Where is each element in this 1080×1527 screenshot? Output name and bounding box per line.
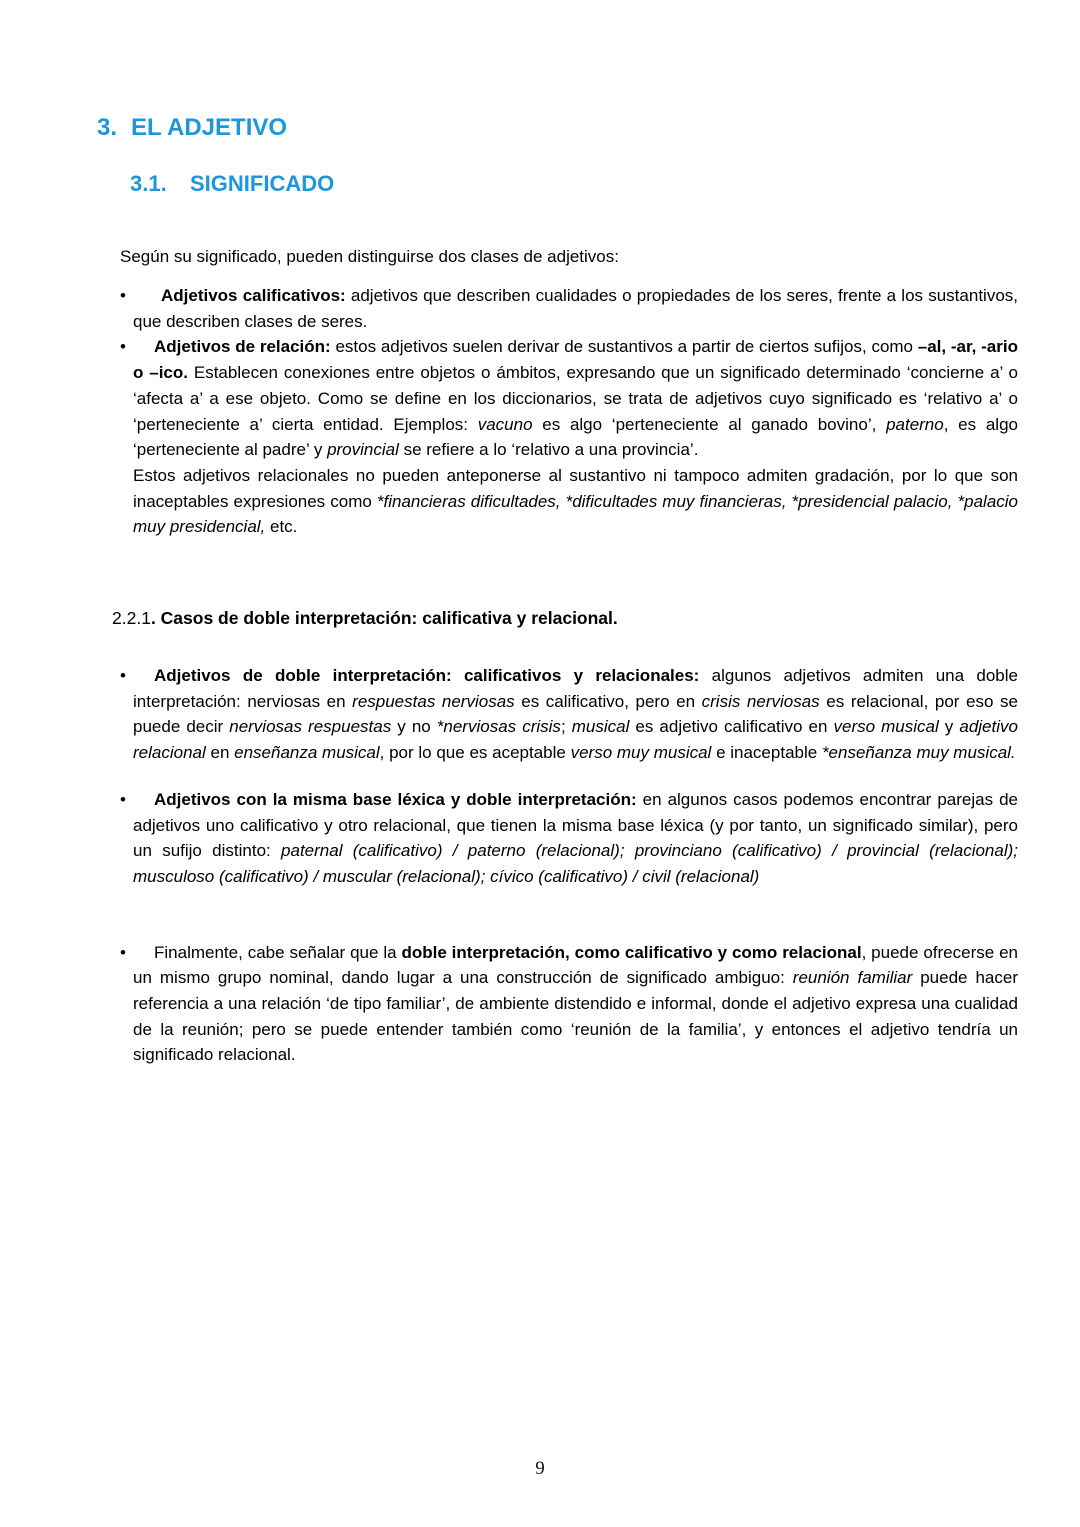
bullet-icon: • (120, 789, 126, 809)
list-item-finalmente (120, 940, 1019, 1069)
bullet-list-doble-interpretacion (120, 663, 1019, 1068)
chapter-heading-label: EL ADJETIVO (131, 114, 288, 141)
bullet-icon: • (120, 666, 126, 685)
list-item-text: Adjetivos con la misma base léxica y doble interpretación: en algunos casos podemos encontrar parejas de adjetivos uno calificativo y otro relacional, que tienen la misma base léxica (y por tanto, un significado similar), pero un sufijo distinto: paternal (calificativo) / paterno (relacional); provinciano (calificativo) / provincial (relacional); musculoso (calificativo) / muscular (relacional); cívico (calificativo) / civil (relacional) (133, 789, 1018, 886)
list-item-text: Adjetivos de relación: estos adjetivos suelen derivar de sustantivos a partir de ciertos sufijos, como –al, -ar, -ario o –ico. Establecen conexiones entre objetos o ámbitos, expresando que un significado determinado ‘concierne a’ o ‘afecta a’ a ese objeto. Como se define en los diccionarios, se trata de adjetivos cuyo significado es ‘relativo a’ o ‘perteneciente a’ cierta entidad. Ejemplos: vacuno es algo ‘perteneciente al ganado bovino’, paterno, es algo ‘perteneciente al padre’ y provincial se refiere a lo ‘relativo a una provincia’. Estos adjetivos relacionales no pueden anteponerse al sustantivo ni tampoco admiten gradación, por lo que son inaceptables expresiones como *financieras dificultades, *dificultades muy financieras, *presidencial palacio, *palacio muy presidencial, etc. (133, 337, 1018, 537)
chapter-heading (97, 114, 287, 142)
list-item-misma-base-lexica (120, 787, 1018, 890)
list-item-text: Adjetivos calificativos: adjetivos que describen cualidades o propiedades de los seres, frente a los sustantivos, que describen clases de seres. (133, 286, 1018, 331)
section-title-number: 3.1. (130, 171, 167, 196)
list-item-relacion (120, 334, 1018, 540)
subsection-heading: 2.2.1. Casos de doble interpretación: calificativa y relacional. (112, 608, 618, 628)
page-number: 9 (535, 1458, 545, 1479)
intro-paragraph: Según su significado, pueden distinguirse dos clases de adjetivos: (120, 247, 619, 266)
bullet-list-significado (120, 283, 1018, 540)
chapter-heading-number: 3. (97, 114, 118, 141)
list-item-doble-interpretacion (120, 663, 1018, 766)
list-item-text: Adjetivos de doble interpretación: calificativos y relacionales: algunos adjetivos admiten una doble interpretación: nerviosas en respuestas nerviosas es calificativo, pero en crisis nerviosas es relacional, por eso se puede decir nerviosas respuestas y no *nerviosas crisis; musical es adjetivo calificativo en verso musical y adjetivo relacional en enseñanza musical, por lo que es aceptable verso muy musical e inaceptable *enseñanza muy musical. (133, 666, 1018, 763)
section-title-label: SIGNIFICADO (190, 171, 335, 196)
list-item-text: Finalmente, cabe señalar que la doble interpretación, como calificativo y como relacional, puede ofrecerse en un mismo grupo nominal, dando lugar a una construcción de significado ambiguo: reunión familiar puede hacer referencia a una relación ‘de tipo familiar’, de ambiente distendido e informal, donde el adjetivo expresa una cualidad de la reunión; pero se puede entender también como ‘reunión de la familia’, y entonces el adjetivo tendría un significado relacional. (133, 942, 1019, 1065)
list-item-calificativos (120, 283, 1018, 334)
section-title (130, 171, 334, 197)
bullet-icon: • (120, 942, 126, 962)
bullet-icon: • (120, 337, 126, 357)
bullet-icon: • (120, 286, 126, 305)
